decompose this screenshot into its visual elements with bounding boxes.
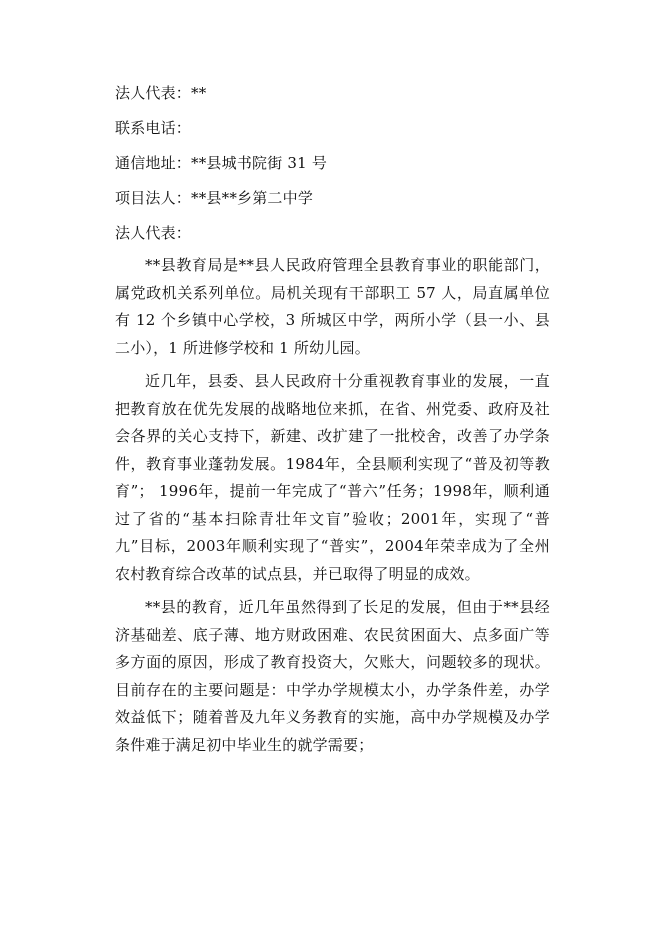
field-value: **县城书院街 31 号 (191, 154, 328, 172)
field-legal-representative-2 (115, 222, 550, 245)
field-value: **县**乡第二中学 (191, 189, 314, 207)
document-body (115, 82, 550, 765)
field-label: 联系电话： (115, 119, 192, 137)
field-mailing-address (115, 152, 550, 175)
field-legal-representative (115, 82, 550, 105)
field-label: 项目法人： (115, 189, 192, 207)
field-contact-phone (115, 117, 550, 140)
field-label: 通信地址： (115, 154, 192, 172)
field-project-legal-person (115, 187, 550, 210)
paragraph-development: 近几年，县委、县人民政府十分重视教育事业的发展，一直把教育放在优先发展的战略地位来抓，在省、州党委、政府及社会各界的关心支持下，新建、改扩建了一批校舍，改善了办学条件，教育事业蓬勃发展。1984年，全县顺利实现了“普及初等教育”； 1996年，提前一年完成了“普六”任务；1998年，顺利通过了省的“基本扫除青壮年文盲”验收；2001年，实现了“普九”目标，2003年顺利实现了“普实”，2004年荣幸成为了全州农村教育综合改革的试点县，并已取得了明显的成效。 (115, 372, 550, 583)
paragraph-problems: **县的教育，近几年虽然得到了长足的发展，但由于**县经济基础差、底子薄、地方财政困难、农民贫困面大、点多面广等多方面的原因，形成了教育投资大，欠账大，问题较多的现状。目前存在的主要问题是：中学办学规模太小，办学条件差，办学效益低下；随着普及九年义务教育的实施，高中办学规模及办学条件难于满足初中毕业生的就学需要； (115, 598, 550, 754)
field-label: 法人代表： (115, 84, 192, 102)
field-label: 法人代表： (115, 224, 192, 242)
paragraph-bureau-intro: **县教育局是**县人民政府管理全县教育事业的职能部门，属党政机关系列单位。局机关现有干部职工 57 人，局直属单位有 12 个乡镇中心学校，3 所城区中学，两所小学（县一小、县二小），1 所进修学校和 1 所幼儿园。 (115, 256, 550, 357)
field-value: ** (191, 84, 207, 102)
